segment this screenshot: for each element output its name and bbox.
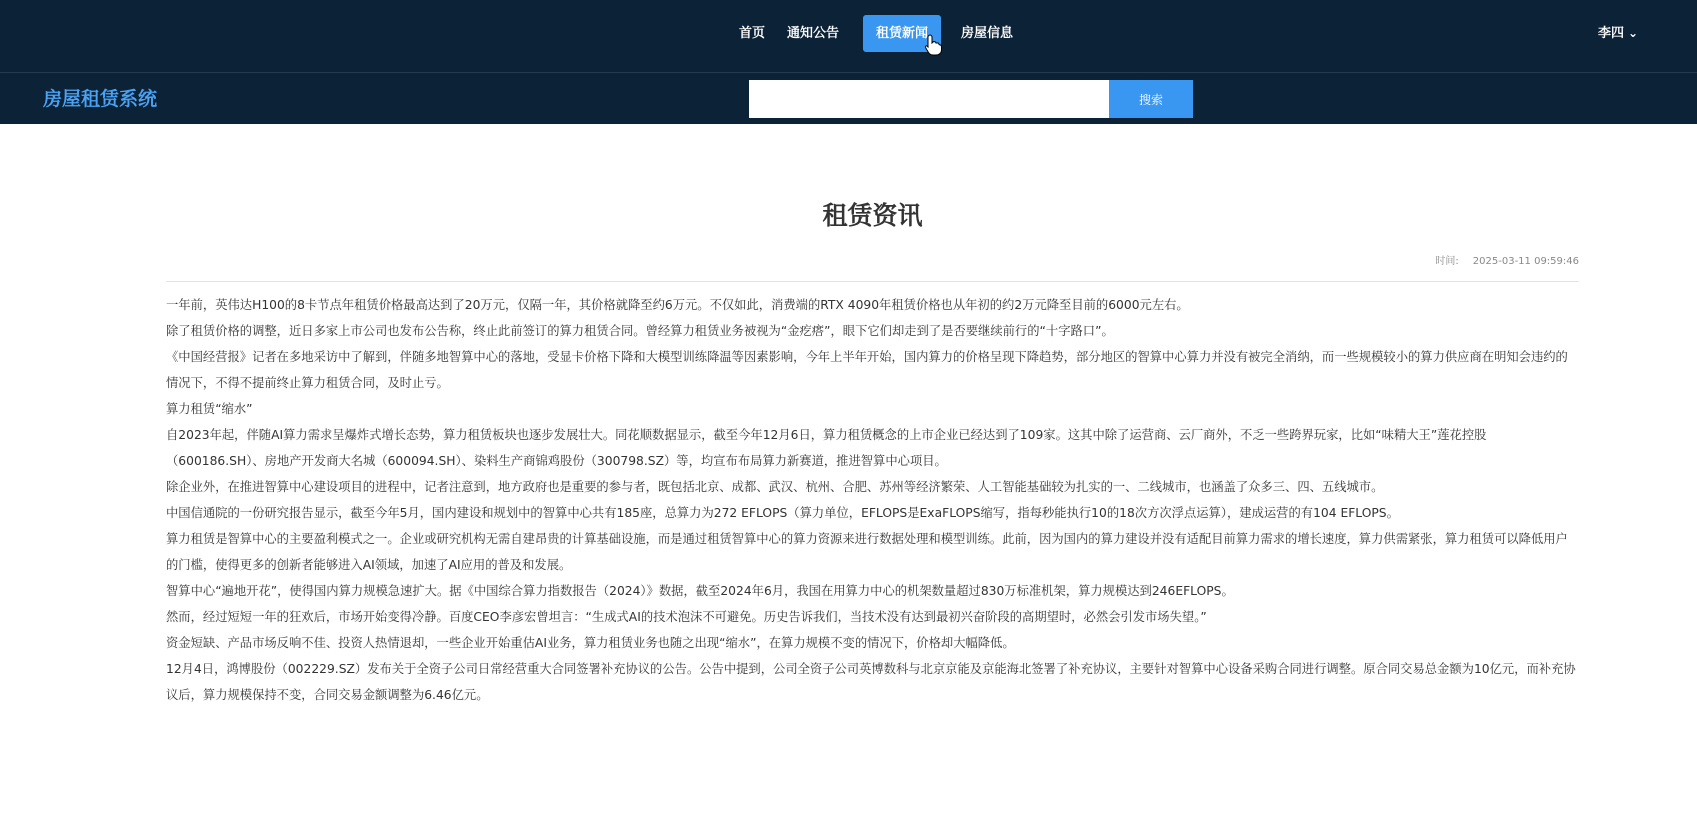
nav-item-rental-news[interactable]: 租赁新闻 bbox=[863, 15, 941, 52]
nav-item-notices[interactable]: 通知公告 bbox=[786, 26, 839, 41]
article-paragraph: 中国信通院的一份研究报告显示，截至今年5月，国内建设和规划中的智算中心共有185座，总算力为272 EFLOPS（算力单位，EFLOPS是ExaFLOPS缩写，指每秒能执行10的18次方次浮点运算），建成运营的有104 EFLOPS。 bbox=[166, 506, 1399, 520]
publish-time-value: 2025-03-11 09:59:46 bbox=[1472, 256, 1579, 267]
chevron-down-icon: ⌄ bbox=[1628, 26, 1639, 40]
nav-item-housing-info[interactable]: 房屋信息 bbox=[960, 26, 1013, 41]
search-input[interactable] bbox=[749, 80, 1109, 118]
mouse-pointer-icon bbox=[924, 34, 942, 56]
header-bar bbox=[0, 72, 1697, 124]
brand-logo-text[interactable]: 房屋租赁系统 bbox=[43, 88, 158, 110]
user-menu[interactable] bbox=[1598, 21, 1638, 45]
article-paragraph: 算力租赁是智算中心的主要盈利模式之一。企业或研究机构无需自建昂贵的计算基础设施，而是通过租赁智算中心的算力资源来进行数据处理和模型训练。此前，因为国内的算力建设并没有适配目前算力需求的增长速度，算力供需紧张，算力租赁可以降低用户的门槛，使得更多的创新者能够进入AI领域，加速了AI应用的普及和发展。 bbox=[166, 532, 1568, 572]
article-paragraph: 自2023年起，伴随AI算力需求呈爆炸式增长态势，算力租赁板块也逐步发展壮大。同花顺数据显示，截至今年12月6日，算力租赁概念的上市企业已经达到了109家。这其中除了运营商、云厂商外，不乏一些跨界玩家，比如“味精大王”莲花控股（600186.SH）、房地产开发商大名城（600094.SH）、染料生产商锦鸡股份（300798.SZ）等，均宣布布局算力新赛道，推进智算中心项目。 bbox=[166, 428, 1487, 468]
article-paragraph: 资金短缺、产品市场反响不佳、投资人热情退却，一些企业开始重估AI业务，算力租赁业务也随之出现“缩水”，在算力规模不变的情况下，价格却大幅降低。 bbox=[166, 636, 1015, 650]
publish-time-label: 时间: bbox=[1435, 256, 1459, 267]
article-paragraph: 智算中心“遍地开花”，使得国内算力规模急速扩大。据《中国综合算力指数报告（2024）》数据，截至2024年6月，我国在用算力中心的机架数量超过830万标准机架，算力规模达到246EFLOPS。 bbox=[166, 584, 1234, 598]
nav-item-home[interactable]: 首页 bbox=[738, 26, 765, 41]
article-subheading: 算力租赁“缩水” bbox=[166, 402, 253, 416]
publish-time bbox=[1435, 252, 1579, 267]
divider bbox=[166, 281, 1579, 282]
article-paragraph: 除了租赁价格的调整，近日多家上市公司也发布公告称，终止此前签订的算力租赁合同。曾经算力租赁业务被视为“金疙瘩”，眼下它们却走到了是否要继续前行的“十字路口”。 bbox=[166, 324, 1114, 338]
article-body bbox=[166, 292, 1579, 708]
article-paragraph: 一年前，英伟达H100的8卡节点年租赁价格最高达到了20万元，仅隔一年，其价格就降至约6万元。不仅如此，消费端的RTX 4090年租赁价格也从年初的约2万元降至目前的6000元左右。 bbox=[166, 298, 1189, 312]
article-paragraph: 12月4日，鸿博股份（002229.SZ）发布关于全资子公司日常经营重大合同签署补充协议的公告。公告中提到，公司全资子公司英博数科与北京京能及京能海北签署了补充协议，主要针对智算中心设备采购合同进行调整。原合同交易总金额为10亿元，而补充协议后，算力规模保持不变，合同交易金额调整为6.46亿元。 bbox=[166, 662, 1576, 702]
page-title: 租赁资讯 bbox=[822, 201, 923, 230]
article-paragraph: 然而，经过短短一年的狂欢后，市场开始变得冷静。百度CEO李彦宏曾坦言：“生成式AI的技术泡沫不可避免。历史告诉我们，当技术没有达到最初兴奋阶段的高期望时，必然会引发市场失望。” bbox=[166, 610, 1207, 624]
top-navigation-bar bbox=[0, 0, 1697, 72]
main-nav bbox=[0, 0, 1697, 72]
user-name: 李四 bbox=[1598, 26, 1625, 41]
search-button[interactable]: 搜索 bbox=[1109, 80, 1193, 118]
article-paragraph: 除企业外，在推进智算中心建设项目的进程中，记者注意到，地方政府也是重要的参与者，既包括北京、成都、武汉、杭州、合肥、苏州等经济繁荣、人工智能基础较为扎实的一、二线城市，也涵盖了众多三、四、五线城市。 bbox=[166, 480, 1384, 494]
article-paragraph: 《中国经营报》记者在多地采访中了解到，伴随多地智算中心的落地，受显卡价格下降和大模型训练降温等因素影响，今年上半年开始，国内算力的价格呈现下降趋势，部分地区的智算中心算力并没有被完全消纳，而一些规模较小的算力供应商在明知会违约的情况下，不得不提前终止算力租赁合同，及时止亏。 bbox=[166, 350, 1568, 390]
